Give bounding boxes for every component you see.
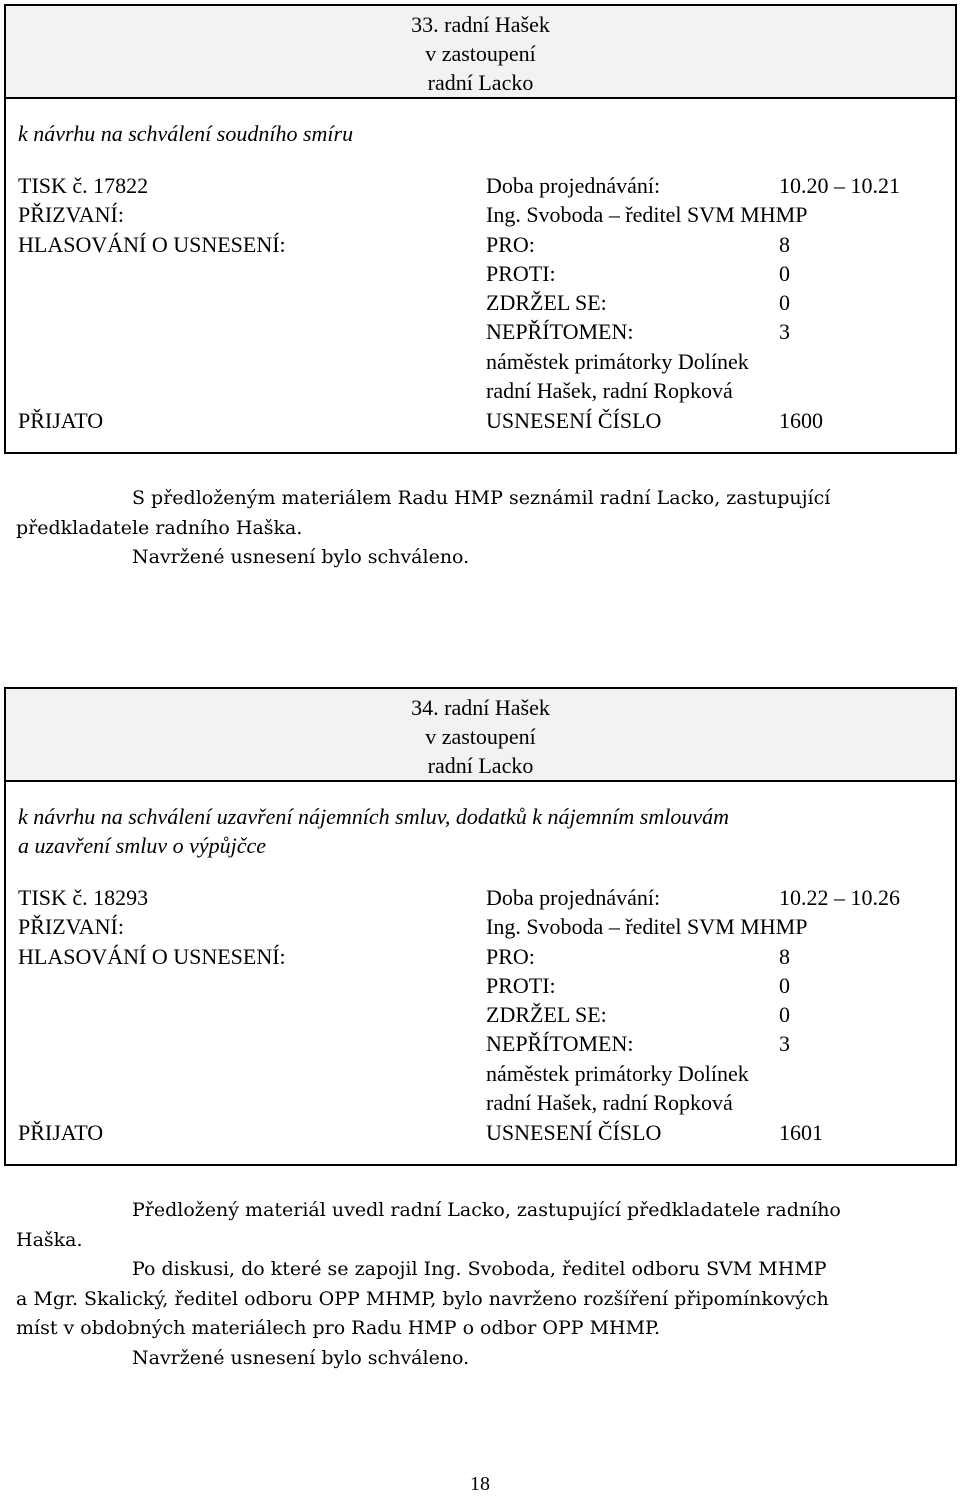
hlasovani-label: HLASOVÁNÍ O USNESENÍ: <box>18 944 286 969</box>
page-number: 18 <box>470 1473 490 1495</box>
usneseni-label: USNESENÍ ČÍSLO <box>486 1120 662 1145</box>
nepritomen-label: NEPŘÍTOMEN: <box>486 1031 634 1056</box>
agenda-item-box <box>4 4 957 454</box>
agenda-item-33 <box>4 4 957 454</box>
doba-label: Doba projednávání: <box>486 885 661 910</box>
item-details <box>6 173 955 452</box>
agenda-item-34 <box>4 687 957 1166</box>
prizvani-value: Ing. Svoboda – ředitel SVM MHMP <box>486 202 808 227</box>
item-header <box>6 689 955 782</box>
item-subject-line: k návrhu na schválení soudního smíru <box>18 121 354 146</box>
zdrzel-value: 0 <box>779 290 790 315</box>
narrative-line: Předložený materiál uvedl radní Lacko, zastupující předkladatele radního <box>132 1199 841 1221</box>
usneseni-label: USNESENÍ ČÍSLO <box>486 408 662 433</box>
zdrzel-label: ZDRŽEL SE: <box>486 1002 607 1027</box>
prijato-label: PŘIJATO <box>18 408 104 433</box>
item-subject-line: a uzavření smluv o výpůjčce <box>18 833 267 858</box>
doba-value: 10.22 – 10.26 <box>779 885 900 910</box>
doba-value: 10.20 – 10.21 <box>779 173 900 198</box>
item-header-line: radní Lacko <box>427 753 534 778</box>
zdrzel-label: ZDRŽEL SE: <box>486 290 607 315</box>
narrative-line: S předloženým materiálem Radu HMP seznámil radní Lacko, zastupující <box>132 487 831 509</box>
narrative-line: Po diskusi, do které se zapojil Ing. Svoboda, ředitel odboru SVM MHMP <box>132 1258 827 1280</box>
nepritomen-value: 3 <box>779 1031 790 1056</box>
item-details <box>6 885 955 1164</box>
proti-label: PROTI: <box>486 973 556 998</box>
item-header <box>6 6 955 99</box>
narrative-line: Navržené usnesení bylo schváleno. <box>132 1346 470 1369</box>
pro-label: PRO: <box>486 232 535 257</box>
usneseni-number: 1601 <box>779 1120 823 1145</box>
prizvani-value: Ing. Svoboda – ředitel SVM MHMP <box>486 914 808 939</box>
item-header-line: radní Lacko <box>427 70 534 95</box>
item-subject-line: k návrhu na schválení uzavření nájemních smluv, dodatků k nájemním smlouvám <box>18 804 729 829</box>
narrative-line: míst v obdobných materiálech pro Radu HMP o odbor OPP MHMP. <box>16 1317 661 1339</box>
proti-value: 0 <box>779 261 790 286</box>
absent-members: náměstek primátorky Dolínek <box>486 349 749 374</box>
item-header-line: 34. radní Hašek <box>411 695 550 720</box>
prizvani-label: PŘIZVANÍ: <box>18 202 124 227</box>
prizvani-label: PŘIZVANÍ: <box>18 914 124 939</box>
narrative-line: a Mgr. Skalický, ředitel odboru OPP MHMP, bylo navrženo rozšíření připomínkových <box>16 1287 829 1310</box>
item-narrative <box>16 484 916 573</box>
absent-members: radní Hašek, radní Ropková <box>486 1090 733 1115</box>
proti-label: PROTI: <box>486 261 556 286</box>
pro-label: PRO: <box>486 944 535 969</box>
narrative-line: Haška. <box>16 1228 83 1251</box>
usneseni-number: 1600 <box>779 408 823 433</box>
narrative-line: Navržené usnesení bylo schváleno. <box>132 546 470 568</box>
doba-label: Doba projednávání: <box>486 173 661 198</box>
agenda-item-box <box>4 687 957 1166</box>
hlasovani-label: HLASOVÁNÍ O USNESENÍ: <box>18 232 286 257</box>
proti-value: 0 <box>779 973 790 998</box>
absent-members: náměstek primátorky Dolínek <box>486 1061 749 1086</box>
item-subject <box>6 782 955 888</box>
item-narrative <box>16 1196 916 1373</box>
narrative-line: předkladatele radního Haška. <box>16 516 303 539</box>
zdrzel-value: 0 <box>779 1002 790 1027</box>
tisk-label: TISK č. 17822 <box>18 173 149 198</box>
absent-members: radní Hašek, radní Ropková <box>486 378 733 403</box>
pro-value: 8 <box>779 232 790 257</box>
nepritomen-label: NEPŘÍTOMEN: <box>486 319 634 344</box>
item-subject <box>6 99 955 176</box>
tisk-label: TISK č. 18293 <box>18 885 149 910</box>
item-header-line: v zastoupení <box>425 41 536 66</box>
item-header-line: 33. radní Hašek <box>411 12 550 37</box>
item-header-line: v zastoupení <box>425 724 536 749</box>
nepritomen-value: 3 <box>779 319 790 344</box>
pro-value: 8 <box>779 944 790 969</box>
prijato-label: PŘIJATO <box>18 1120 104 1145</box>
